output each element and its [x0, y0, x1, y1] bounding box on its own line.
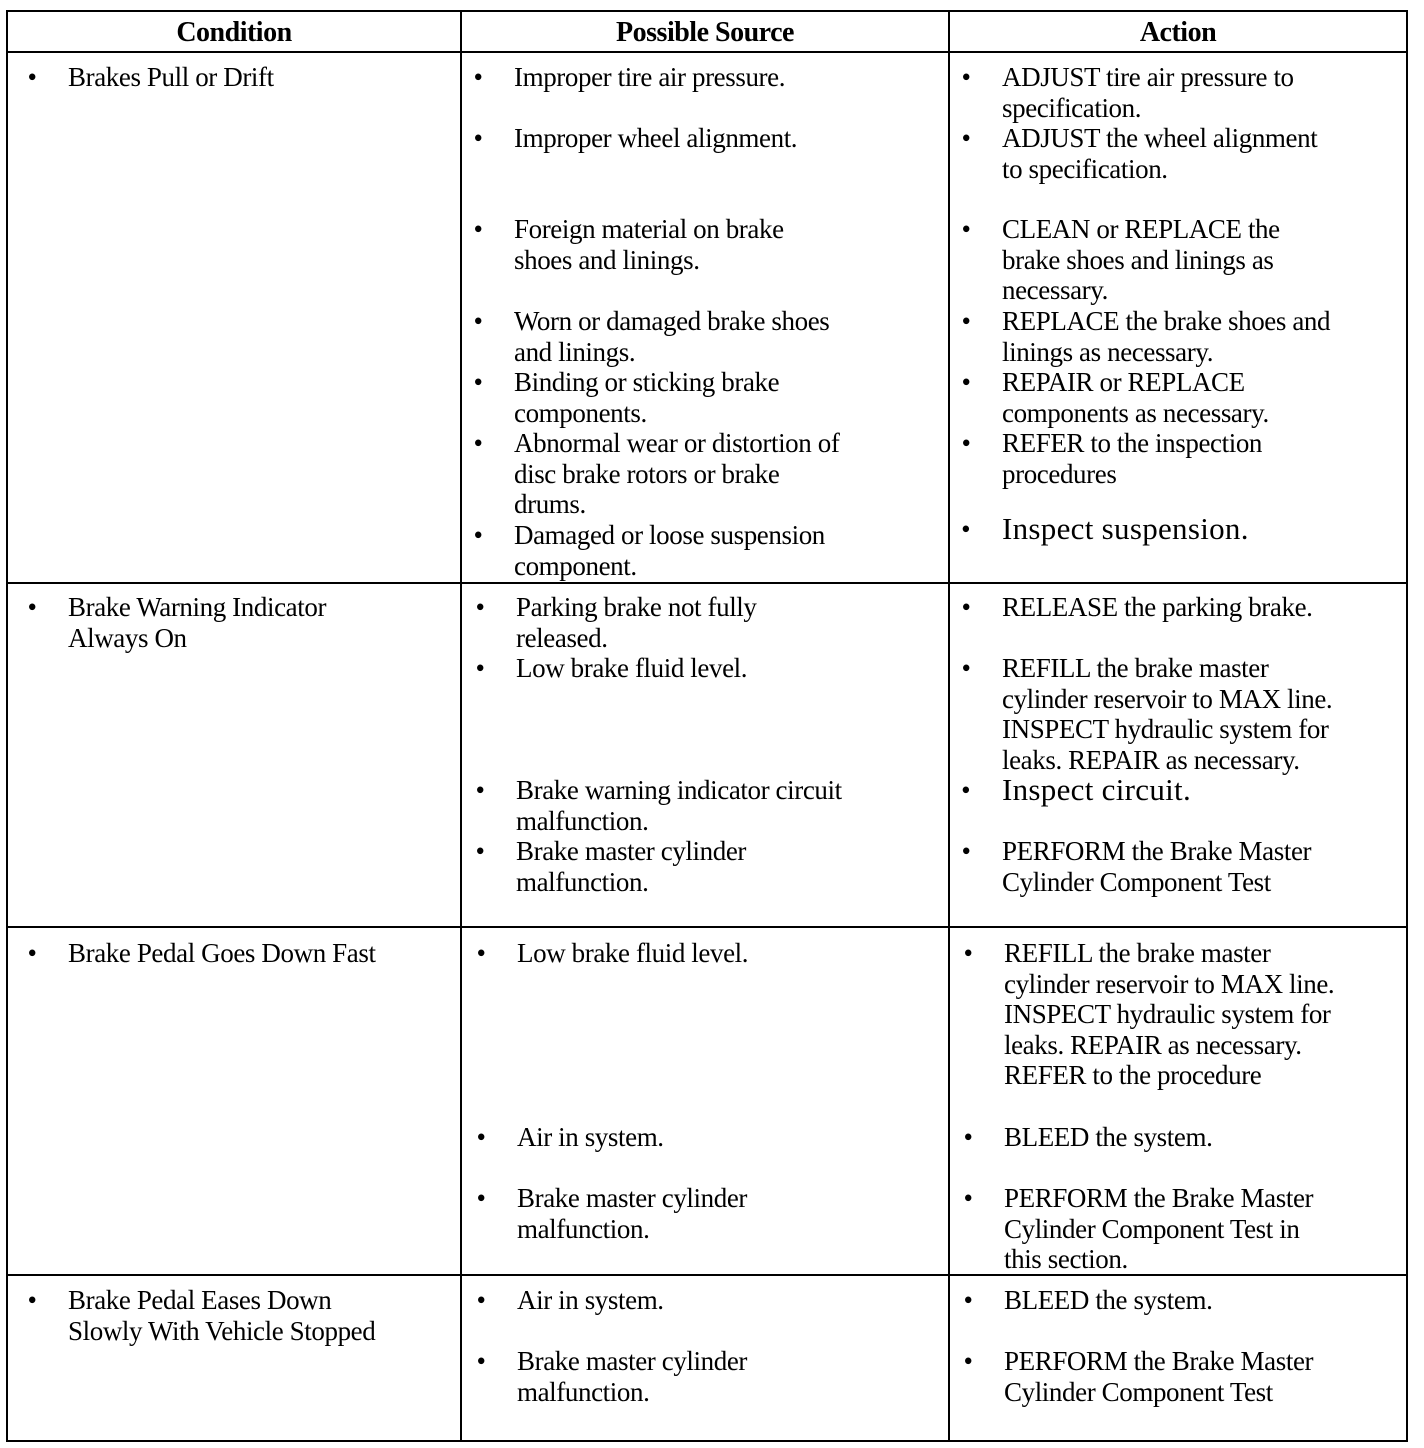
action-item-line: Cylinder Component Test — [1004, 1376, 1273, 1407]
possible-source-item-line: malfunction. — [516, 866, 649, 897]
condition-cell-line: Brakes Pull or Drift — [68, 62, 274, 92]
possible-source-item — [472, 428, 839, 520]
possible-source-item — [475, 1122, 664, 1153]
bullet-icon: • — [963, 1285, 973, 1315]
action-item-line: leaks. REPAIR as necessary. — [1002, 744, 1300, 775]
action-item-line: Inspect suspension. — [1002, 511, 1249, 546]
possible-source-item-line: malfunction. — [516, 805, 649, 836]
condition-cell — [26, 1285, 375, 1346]
possible-source-item — [472, 520, 825, 581]
possible-source-item — [474, 653, 747, 684]
action-item-line: RELEASE the parking brake. — [1002, 592, 1313, 622]
action-item-line: REFER to the inspection — [1002, 428, 1263, 458]
bullet-icon: • — [963, 1183, 973, 1213]
possible-source-item-line: Brake master cylinder — [517, 1183, 747, 1213]
header-condition: Condition — [176, 17, 292, 48]
possible-source-item-line: Worn or damaged brake shoes — [514, 306, 830, 336]
action-item — [962, 938, 1334, 1091]
action-item-line: procedures — [1002, 458, 1117, 489]
action-item — [960, 592, 1313, 623]
bullet-icon: • — [961, 367, 971, 397]
action-item-line: this section. — [1004, 1244, 1128, 1274]
bullet-icon: • — [473, 123, 483, 153]
condition-cell — [26, 938, 376, 969]
header-action: Action — [1139, 17, 1217, 48]
column-divider-source-action — [948, 10, 950, 1442]
action-item-line: BLEED the system. — [1004, 1122, 1213, 1152]
bullet-icon: • — [961, 514, 971, 544]
possible-source-item-line: Air in system. — [517, 1285, 664, 1315]
bullet-icon: • — [475, 653, 485, 683]
possible-source-item-line: Low brake fluid level. — [517, 938, 749, 968]
condition-cell-line: Always On — [68, 622, 187, 653]
bullet-icon: • — [961, 653, 971, 683]
possible-source-item-line: Improper wheel alignment. — [514, 123, 798, 153]
bullet-icon: • — [473, 520, 483, 550]
bullet-icon: • — [27, 1285, 37, 1315]
bullet-icon: • — [27, 938, 37, 968]
possible-source-item-line: malfunction. — [517, 1213, 650, 1244]
possible-source-item-line: Low brake fluid level. — [516, 653, 748, 683]
action-item — [962, 1122, 1212, 1153]
bullet-icon: • — [476, 1346, 486, 1376]
possible-source-item — [475, 1183, 747, 1244]
bullet-icon: • — [27, 62, 37, 92]
action-item-line: BLEED the system. — [1004, 1285, 1213, 1315]
action-item-line: components as necessary. — [1002, 397, 1269, 428]
condition-cell — [26, 592, 326, 653]
header-possible-source: Possible Source — [616, 17, 794, 48]
possible-source-item — [475, 1285, 664, 1316]
bullet-icon: • — [27, 592, 37, 622]
action-item-line: REFILL the brake master — [1002, 653, 1269, 683]
action-item-line: Inspect circuit. — [1002, 772, 1191, 807]
action-item-line: Cylinder Component Test — [1002, 866, 1271, 897]
bullet-icon: • — [476, 1122, 486, 1152]
bullet-icon: • — [475, 592, 485, 622]
action-item — [960, 653, 1332, 775]
bullet-icon: • — [963, 1122, 973, 1152]
action-item — [962, 1346, 1313, 1407]
action-item-line: REFER to the procedure — [1004, 1060, 1262, 1090]
condition-cell-line: Brake Warning Indicator — [68, 592, 327, 622]
action-item — [962, 1285, 1212, 1316]
bullet-icon: • — [473, 214, 483, 244]
condition-cell — [26, 62, 274, 93]
table-border-bottom — [6, 1440, 1408, 1442]
action-item-line: CLEAN or REPLACE the — [1002, 214, 1280, 244]
action-item-line: linings as necessary. — [1002, 336, 1214, 367]
troubleshooting-table — [6, 10, 1408, 1442]
bullet-icon: • — [475, 775, 485, 805]
possible-source-item — [474, 592, 757, 653]
action-item-line: INSPECT hydraulic system for — [1004, 999, 1331, 1029]
action-item — [960, 428, 1262, 489]
bullet-icon: • — [961, 123, 971, 153]
row-divider-1 — [6, 582, 1408, 584]
action-item — [962, 1183, 1313, 1275]
row-divider-2 — [6, 926, 1408, 928]
bullet-icon: • — [961, 214, 971, 244]
action-item-line: specification. — [1002, 92, 1142, 123]
possible-source-item — [475, 1346, 747, 1407]
possible-source-item-line: and linings. — [514, 336, 636, 367]
action-item-line: cylinder reservoir to MAX line. — [1002, 683, 1333, 714]
possible-source-item-line: drums. — [514, 489, 586, 519]
possible-source-item-line: malfunction. — [517, 1376, 650, 1407]
action-item-line: ADJUST tire air pressure to — [1002, 62, 1294, 92]
bullet-icon: • — [961, 775, 971, 805]
action-item-line: cylinder reservoir to MAX line. — [1004, 968, 1335, 999]
possible-source-item — [472, 306, 829, 367]
action-item — [960, 772, 1191, 807]
bullet-icon: • — [476, 1285, 486, 1315]
action-item-line: brake shoes and linings as — [1002, 244, 1274, 275]
action-item-line: PERFORM the Brake Master — [1004, 1183, 1314, 1213]
bullet-icon: • — [963, 938, 973, 968]
possible-source-item-line: Foreign material on brake — [514, 214, 784, 244]
possible-source-item — [475, 938, 748, 969]
possible-source-item — [472, 123, 797, 154]
possible-source-item — [474, 836, 746, 897]
condition-cell-line: Slowly With Vehicle Stopped — [68, 1315, 376, 1346]
bullet-icon: • — [961, 62, 971, 92]
condition-cell-line: Brake Pedal Eases Down — [68, 1285, 332, 1315]
action-item-line: REPLACE the brake shoes and — [1002, 306, 1331, 336]
possible-source-item-line: disc brake rotors or brake — [514, 458, 780, 489]
bullet-icon: • — [961, 428, 971, 458]
bullet-icon: • — [473, 428, 483, 458]
possible-source-item — [472, 62, 785, 93]
action-item-line: leaks. REPAIR as necessary. — [1004, 1029, 1302, 1060]
bullet-icon: • — [473, 62, 483, 92]
action-item — [960, 511, 1249, 546]
action-item-line: REFILL the brake master — [1004, 938, 1271, 968]
bullet-icon: • — [476, 938, 486, 968]
table-border-left — [6, 10, 8, 1442]
action-item — [960, 367, 1269, 428]
possible-source-item-line: component. — [514, 550, 637, 581]
action-item-line: Cylinder Component Test in — [1004, 1213, 1300, 1244]
action-item-line: to specification. — [1002, 153, 1168, 184]
action-item-line: necessary. — [1002, 275, 1108, 305]
bullet-icon: • — [961, 836, 971, 866]
possible-source-item-line: Brake master cylinder — [516, 836, 746, 866]
column-divider-condition-source — [460, 10, 462, 1442]
possible-source-item-line: Damaged or loose suspension — [514, 520, 825, 550]
bullet-icon: • — [473, 367, 483, 397]
action-item-line: PERFORM the Brake Master — [1002, 836, 1312, 866]
action-item — [960, 62, 1294, 123]
possible-source-item — [472, 367, 779, 428]
action-item-line: REPAIR or REPLACE — [1002, 367, 1245, 397]
table-border-right — [1406, 10, 1408, 1442]
possible-source-item-line: Abnormal wear or distortion of — [514, 428, 840, 458]
possible-source-item-line: shoes and linings. — [514, 244, 700, 275]
action-item — [960, 123, 1317, 184]
possible-source-item-line: Binding or sticking brake — [514, 367, 780, 397]
bullet-icon: • — [473, 306, 483, 336]
possible-source-item — [472, 214, 784, 275]
bullet-icon: • — [961, 592, 971, 622]
possible-source-item-line: Air in system. — [517, 1122, 664, 1152]
bullet-icon: • — [475, 836, 485, 866]
bullet-icon: • — [476, 1183, 486, 1213]
possible-source-item — [474, 775, 842, 836]
action-item-line: INSPECT hydraulic system for — [1002, 714, 1329, 744]
condition-cell-line: Brake Pedal Goes Down Fast — [68, 938, 376, 968]
possible-source-item-line: Brake master cylinder — [517, 1346, 747, 1376]
possible-source-item-line: Brake warning indicator circuit — [516, 775, 842, 805]
possible-source-item-line: components. — [514, 397, 647, 428]
bullet-icon: • — [963, 1346, 973, 1376]
bullet-icon: • — [961, 306, 971, 336]
possible-source-item-line: Parking brake not fully — [516, 592, 757, 622]
action-item — [960, 214, 1280, 306]
action-item — [960, 836, 1311, 897]
possible-source-item-line: released. — [516, 622, 608, 653]
possible-source-item-line: Improper tire air pressure. — [514, 62, 786, 92]
action-item — [960, 306, 1330, 367]
action-item-line: ADJUST the wheel alignment — [1002, 123, 1318, 153]
action-item-line: PERFORM the Brake Master — [1004, 1346, 1314, 1376]
